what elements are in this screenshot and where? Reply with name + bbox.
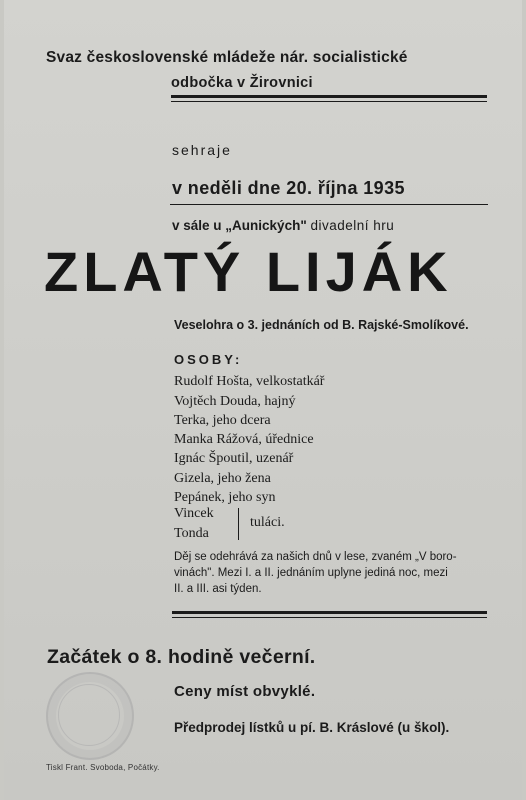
role-8: Tonda (174, 526, 209, 541)
header-line-2: odbočka v Žirovnici (171, 75, 313, 91)
footer-rule (172, 611, 487, 618)
setting-line-1: Děj se odehrává za našich dnů v lese, zvaném „V boro- (174, 551, 457, 563)
presale-info: Předprodej lístků u pí. B. Kráslové (u škol). (174, 720, 450, 735)
date-underline (170, 204, 488, 205)
role-7: Vincek (174, 506, 214, 521)
sehraje-text: sehraje (172, 142, 232, 158)
header-rule (171, 95, 487, 102)
setting-line-2: vinách". Mezi I. a II. jednáním uplyne jediná noc, mezi (174, 567, 448, 579)
venue-prefix: v sále u (172, 218, 222, 233)
role-0: Rudolf Hošta, velkostatkář (174, 374, 325, 389)
role-2: Terka, jeho dcera (174, 413, 271, 428)
role-3: Manka Rážová, úřednice (174, 432, 314, 447)
start-time: Začátek o 8. hodině večerní. (47, 646, 316, 668)
ticket-prices: Ceny míst obvyklé. (174, 683, 316, 700)
header-line-1: Svaz československé mládeže nár. socialistické (46, 49, 408, 66)
faded-stamp (46, 672, 134, 760)
tulaci-bracket (238, 508, 239, 540)
role-1: Vojtěch Douda, hajný (174, 394, 296, 409)
role-6: Pepánek, jeho syn (174, 490, 276, 505)
venue-name: „Aunických" (225, 218, 307, 233)
play-subtitle: Veselohra o 3. jednáních od B. Rajské-Smolíkové. (174, 318, 469, 332)
printer-credit: Tiskl Frant. Svoboda, Počátky. (46, 763, 160, 772)
role-5: Gizela, jeho žena (174, 471, 271, 486)
setting-line-3: II. a III. asi týden. (174, 583, 262, 595)
performance-date: v neděli dne 20. října 1935 (172, 178, 405, 198)
play-title: ZLATÝ LIJÁK (44, 240, 453, 303)
venue-line (172, 218, 394, 233)
cast-heading: OSOBY: (174, 352, 243, 367)
venue-suffix: divadelní hru (310, 218, 395, 233)
tulaci-label: tuláci. (250, 515, 285, 530)
role-4: Ignác Špoutil, uzenář (174, 451, 294, 466)
